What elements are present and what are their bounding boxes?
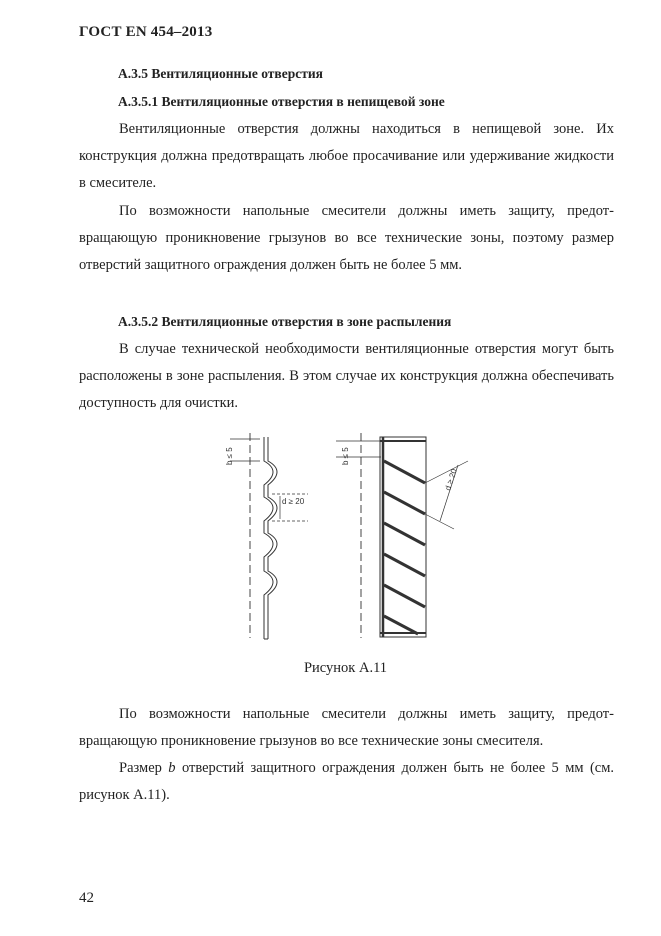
paragraph-vent-nonfood-1: Вентиляционные отверстия должны находиться в непищевой зоне. Их конструкция должна предотвращать любое просачивание или удерживание жидкости в смесителе. [79, 121, 614, 191]
figure-a-11 [218, 433, 478, 643]
section-heading-a-3-5: А.3.5 Вентиляционные отверстия [118, 66, 323, 81]
size-text-after: отверстий защитного ограждения должен быть не более 5 мм (см. рисунок А.11). [79, 760, 615, 803]
figure-caption: Рисунок А.11 [303, 660, 388, 676]
paragraph-vent-nonfood-2: По возможности напольные смесители должны иметь защиту, предотвращающую проникновение грызунов во все технические зоны, поэтому размер отверстий защитного ограждения должен быть не более 5 мм. [79, 203, 614, 273]
size-text-before: Размер [119, 760, 169, 776]
standard-header: ГОСТ EN 454–2013 [79, 24, 213, 40]
fig-right-d-label: d ≥ 20 [443, 467, 459, 492]
page-number: 42 [79, 890, 94, 906]
fig-right-b-label: b ≤ 5 [341, 447, 350, 465]
paragraph-opening-size [79, 755, 614, 809]
section-heading-a-3-5-2: А.3.5.2 Вентиляционные отверстия в зоне распыления [118, 314, 452, 329]
size-variable-b: b [168, 760, 176, 776]
paragraph-vent-spray-zone: В случае технической необходимости вентиляционные отверстия могут быть расположены в зоне распыления. В этом случае их конструкция должна обеспечивать доступность для очистки. [79, 341, 614, 411]
paragraph-rodent-protection: По возможности напольные смесители должны иметь защиту, предотвращающую проникновение грызунов во все технические зоны смесителя. [79, 706, 614, 749]
fig-left-d-label: d ≥ 20 [282, 497, 305, 506]
section-heading-a-3-5-1: А.3.5.1 Вентиляционные отверстия в непищевой зоне [118, 94, 445, 109]
ventilation-drawing [218, 433, 478, 643]
fig-left-b-label: b ≤ 5 [225, 447, 234, 465]
